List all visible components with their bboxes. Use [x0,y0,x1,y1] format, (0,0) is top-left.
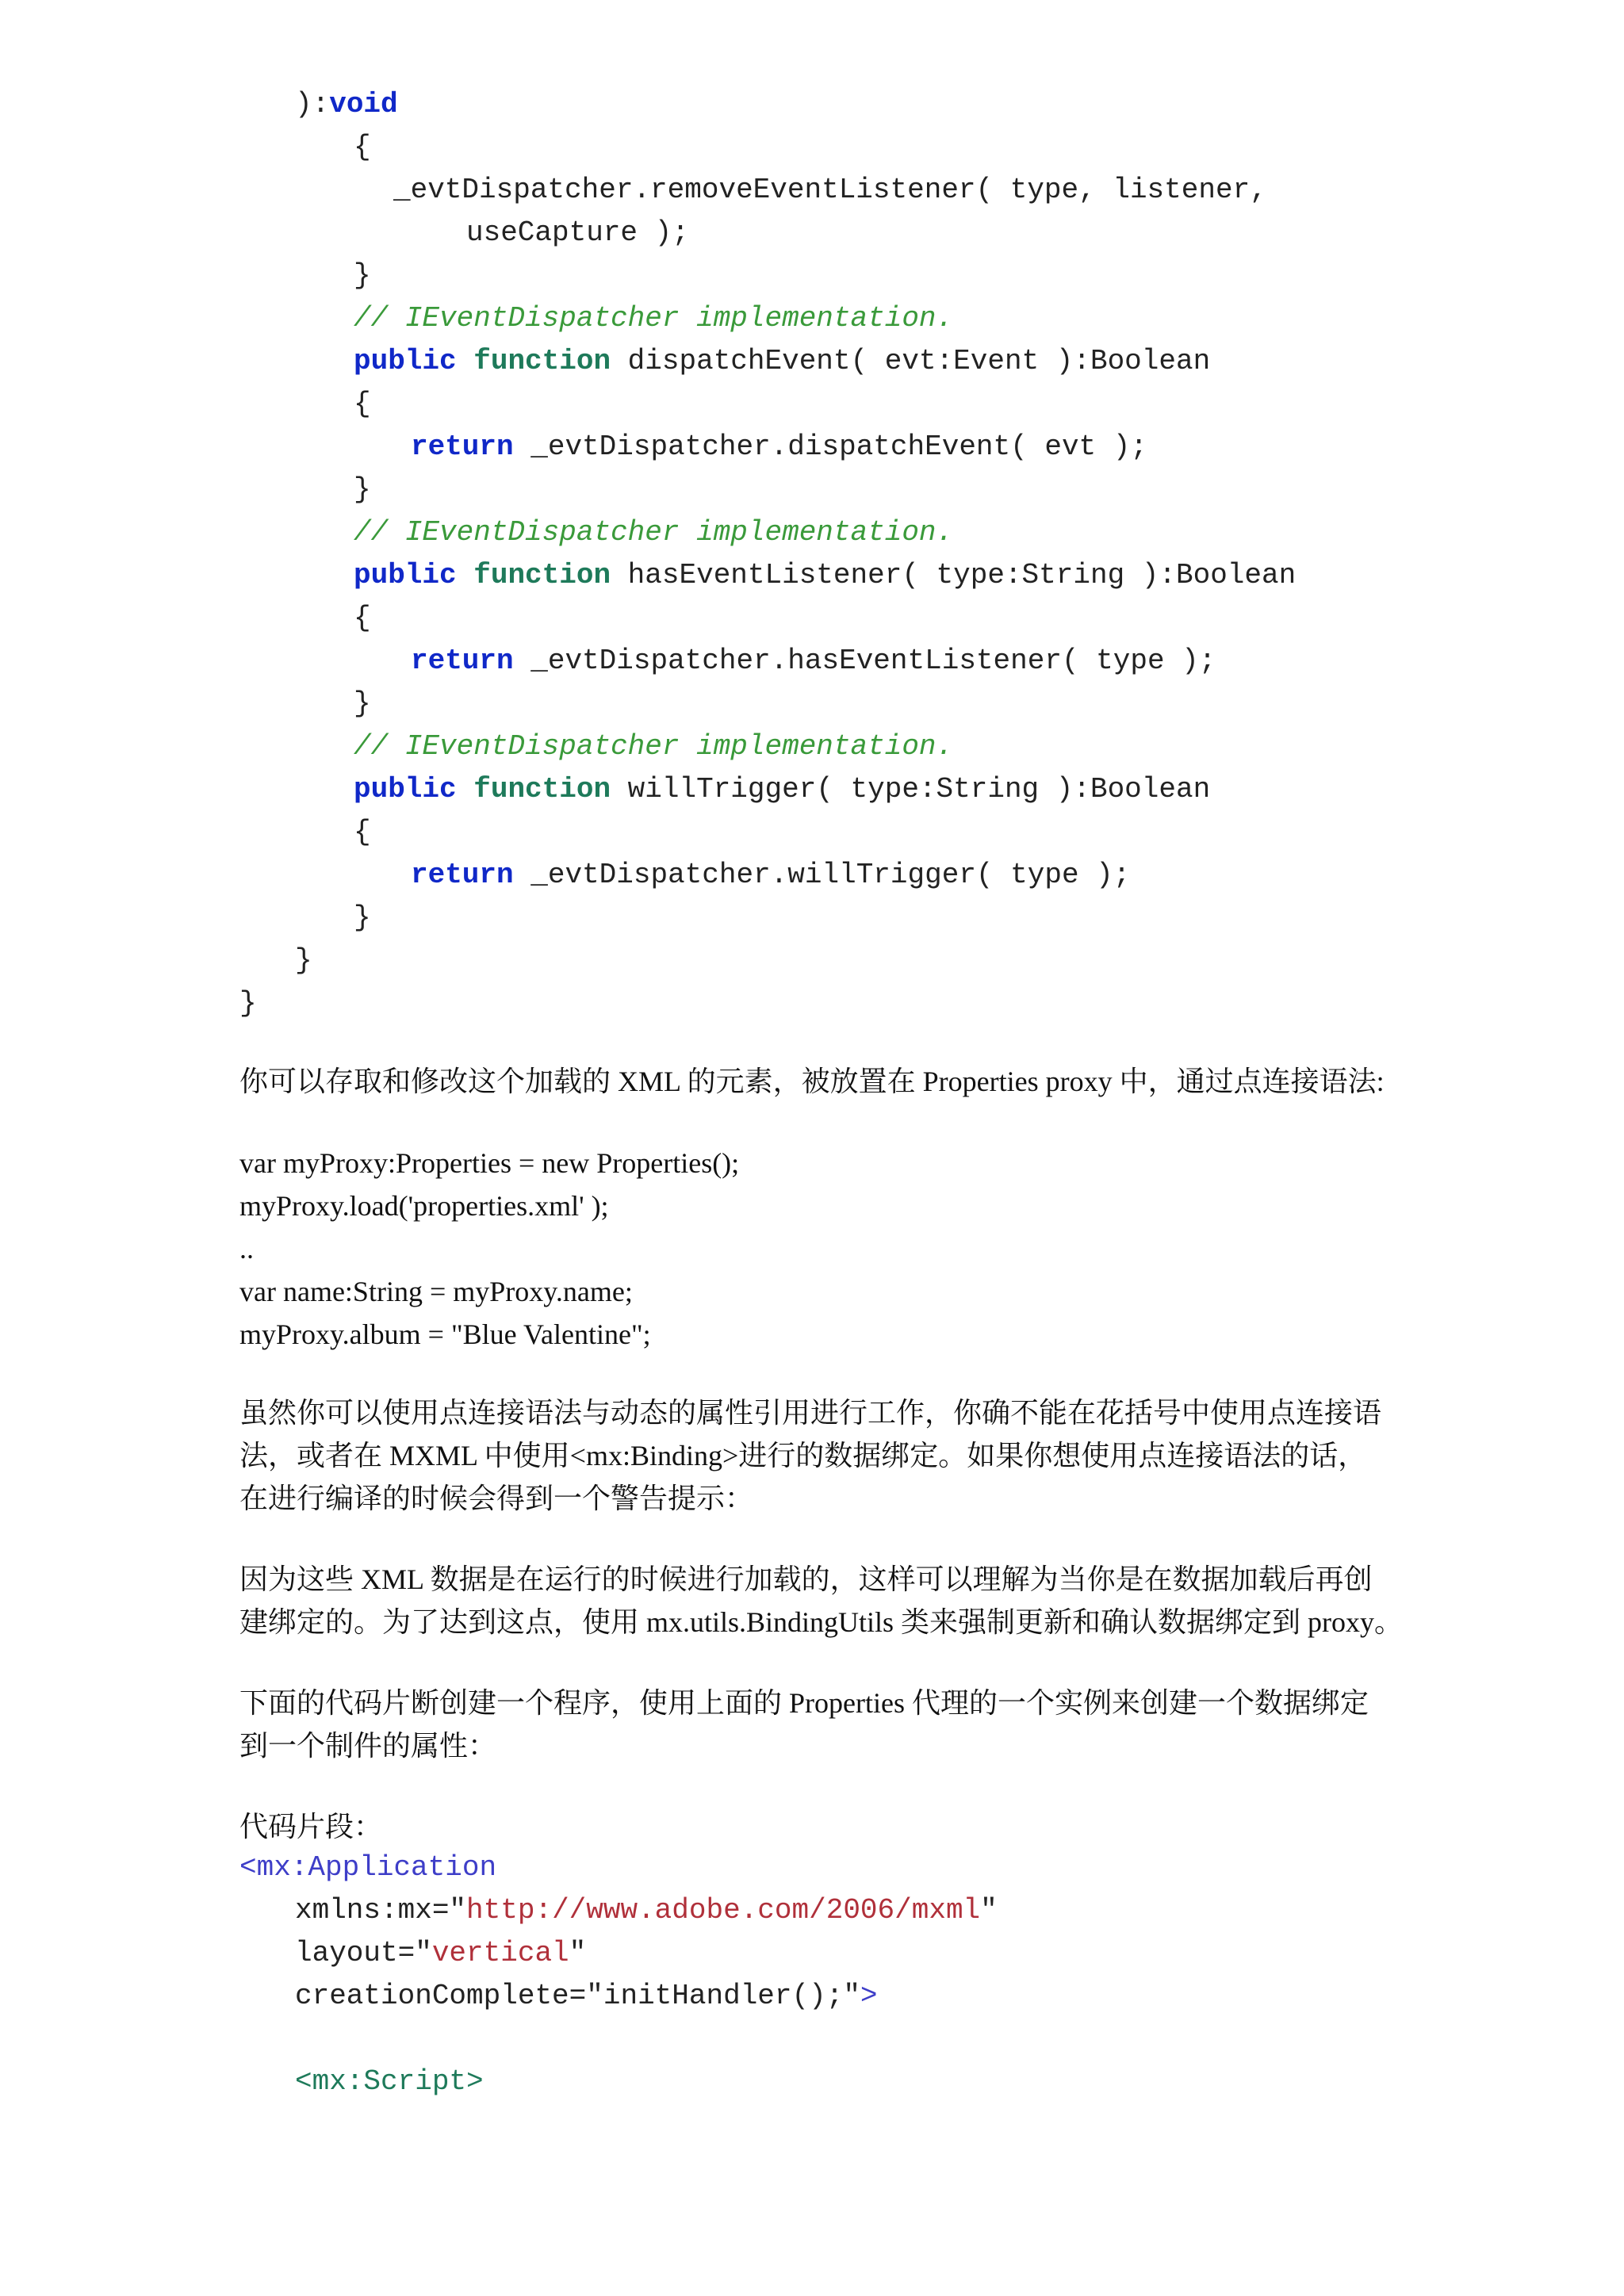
code-text: _evtDispatcher.removeEventListener( type, listener, [393,174,1267,206]
brace: } [239,987,257,1020]
code-line [354,768,1210,811]
code-line [295,83,398,126]
brace: { [354,388,371,420]
code-line [354,254,371,297]
code-text: useCapture ); [466,216,689,249]
keyword-return: return [411,430,514,463]
code-line [295,1889,998,1932]
paragraph-text: 因为这些 XML 数据是在运行的时候进行加载的，这样可以理解为当你是在数据加载后再创 [239,1563,1373,1595]
code-text: hasEventListener( type:String ):Boolean [627,559,1297,591]
brace: } [295,944,312,977]
code-line [295,1975,878,2018]
code-comment: // IEventDispatcher implementation. [354,516,954,549]
code-line [411,640,1216,683]
snippet-line: myProxy.load('properties.xml' ); [239,1190,609,1222]
paragraph-text: 法，或者在 MXML 中使用<mx:Binding>进行的数据绑定。如果你想使用点连接语法的话， [239,1440,1367,1471]
snippet-line: var myProxy:Properties = new Properties(); [239,1147,740,1179]
mxml-tag: <mx:Application [239,1851,497,1884]
paragraph-text: 到一个制件的属性： [239,1730,497,1762]
brace: { [354,131,371,163]
code-comment: // IEventDispatcher implementation. [354,302,954,335]
code-comment: // IEventDispatcher implementation. [354,730,954,763]
code-line [239,1846,496,1889]
keyword-void: void [329,88,398,121]
mxml-script-tag: <mx:Script> [295,2065,484,2098]
brace: } [354,901,371,934]
snippet-line: myProxy.album = "Blue Valentine"; [239,1318,651,1350]
paragraph-text: 你可以存取和修改这个加载的 XML 的元素，被放置在 Properties proxy 中，通过点连接语法: [239,1066,1385,1097]
keyword-public: public [354,345,457,377]
mxml-attr: xmlns:mx=" [295,1894,467,1927]
mxml-tag-close: > [860,1980,878,2012]
brace: } [354,687,371,720]
mxml-attr-value: http://www.adobe.com/2006/mxml [466,1894,981,1927]
brace: } [354,259,371,292]
snippet-line: var name:String = myProxy.name; [239,1276,633,1307]
mxml-attr: layout=" [295,1937,432,1969]
keyword-public: public [354,559,457,591]
mxml-quote: " [569,1937,587,1969]
keyword-function: function [473,559,611,591]
paragraph-text: 下面的代码片断创建一个程序，使用上面的 Properties 代理的一个实例来创建一个数据绑定 [239,1687,1369,1719]
code-line [354,469,371,511]
paragraph-text: 建绑定的。为了达到这点，使用 mx.utils.BindingUtils 类来强制更新和确认数据绑定到 proxy。 [239,1606,1404,1638]
code-line [354,597,371,640]
code-text: _evtDispatcher.willTrigger( type ); [530,859,1131,891]
code-line [295,2061,484,2103]
code-line [354,725,953,768]
mxml-quote: " [980,1894,998,1927]
code-line [354,811,371,854]
code-line [354,383,371,426]
keyword-return: return [411,859,514,891]
snippet-line: .. [239,1233,254,1265]
code-line [466,212,689,254]
code-line [393,169,1267,212]
code-line [411,426,1147,469]
mxml-attr-value: vertical [431,1937,569,1969]
keyword-function: function [473,345,611,377]
code-line [354,340,1210,383]
code-line [354,511,953,554]
keyword-public: public [354,773,457,806]
code-line [354,126,371,169]
code-text: dispatchEvent( evt:Event ):Boolean [627,345,1211,377]
code-line [354,297,953,340]
brace: } [354,473,371,506]
brace: { [354,602,371,634]
code-line [411,854,1130,897]
code-line [354,683,371,725]
mxml-attr: creationComplete="initHandler();" [295,1980,860,2012]
brace: { [354,816,371,848]
code-label: 代码片段： [239,1811,383,1843]
code-line [239,982,257,1025]
code-line [354,897,371,939]
paragraph-text: 虽然你可以使用点连接语法与动态的属性引用进行工作，你确不能在花括号中使用点连接语 [239,1397,1382,1429]
code-text: willTrigger( type:String ):Boolean [627,773,1211,806]
code-text: ): [295,88,330,121]
code-text: _evtDispatcher.hasEventListener( type ); [530,645,1216,677]
code-line [354,554,1296,597]
keyword-return: return [411,645,514,677]
keyword-function: function [473,773,611,806]
code-line [295,939,312,982]
code-line [295,1932,586,1975]
code-text: _evtDispatcher.dispatchEvent( evt ); [530,430,1147,463]
paragraph-text: 在进行编译的时候会得到一个警告提示： [239,1483,754,1514]
